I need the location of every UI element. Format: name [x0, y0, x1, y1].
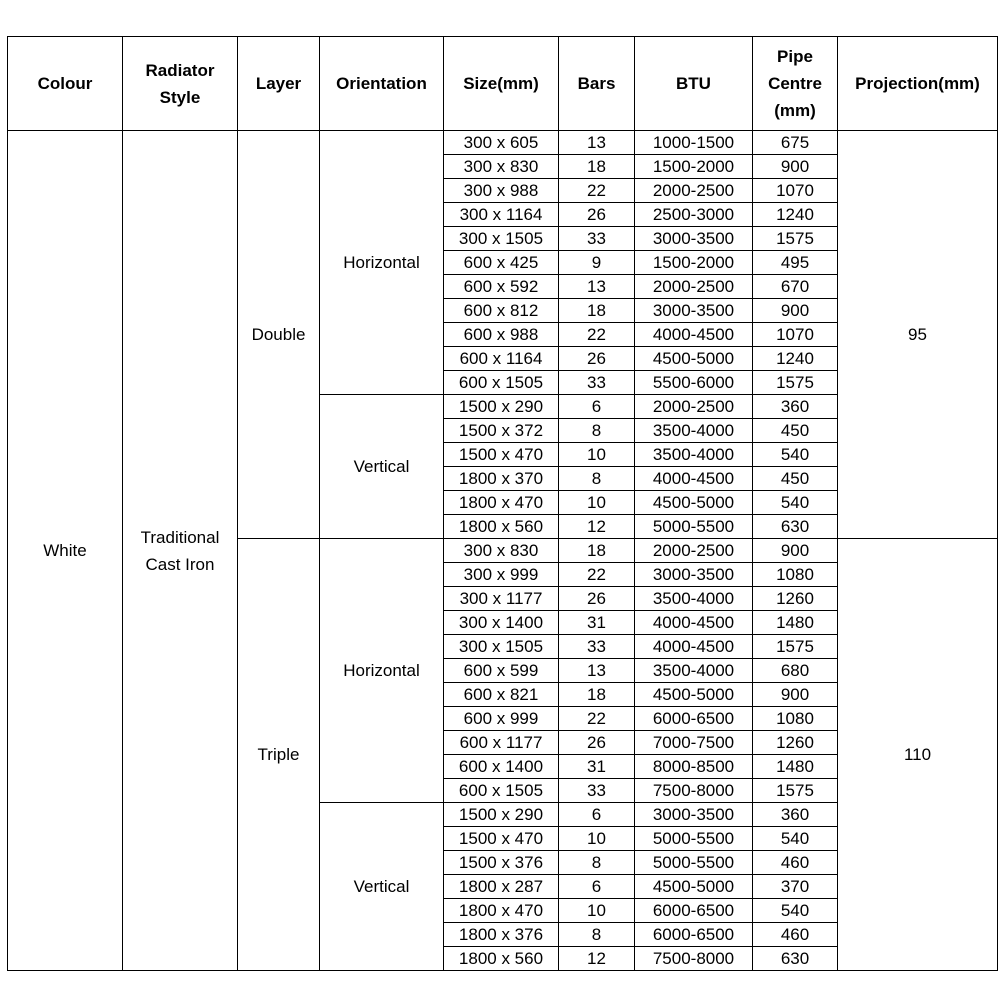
bars-cell: 12: [559, 515, 635, 539]
size-cell: 300 x 988: [444, 179, 559, 203]
bars-cell: 8: [559, 467, 635, 491]
pipe-centre-cell: 900: [753, 155, 838, 179]
bars-cell: 31: [559, 755, 635, 779]
projection-cell: 110: [838, 539, 998, 971]
btu-cell: 1000-1500: [635, 131, 753, 155]
pipe-centre-cell: 1260: [753, 587, 838, 611]
size-cell: 1500 x 372: [444, 419, 559, 443]
header-radiator-style-text: Radiator Style: [145, 60, 215, 107]
pipe-centre-cell: 1080: [753, 563, 838, 587]
btu-cell: 3500-4000: [635, 419, 753, 443]
size-cell: 1500 x 470: [444, 827, 559, 851]
size-cell: 600 x 1400: [444, 755, 559, 779]
header-size: Size(mm): [444, 37, 559, 131]
orientation-cell: Vertical: [320, 395, 444, 539]
pipe-centre-cell: 460: [753, 923, 838, 947]
pipe-centre-cell: 900: [753, 299, 838, 323]
bars-cell: 10: [559, 491, 635, 515]
size-cell: 600 x 999: [444, 707, 559, 731]
size-cell: 1800 x 470: [444, 491, 559, 515]
pipe-centre-cell: 1240: [753, 203, 838, 227]
btu-cell: 7000-7500: [635, 731, 753, 755]
header-btu: BTU: [635, 37, 753, 131]
bars-cell: 18: [559, 299, 635, 323]
bars-cell: 26: [559, 203, 635, 227]
size-cell: 600 x 425: [444, 251, 559, 275]
size-cell: 600 x 1164: [444, 347, 559, 371]
size-cell: 300 x 830: [444, 155, 559, 179]
bars-cell: 12: [559, 947, 635, 971]
bars-cell: 33: [559, 227, 635, 251]
pipe-centre-cell: 540: [753, 827, 838, 851]
pipe-centre-cell: 450: [753, 419, 838, 443]
size-cell: 600 x 1505: [444, 779, 559, 803]
radiator-style-text: Traditional Cast Iron: [140, 527, 220, 574]
size-cell: 300 x 1164: [444, 203, 559, 227]
bars-cell: 6: [559, 875, 635, 899]
bars-cell: 13: [559, 659, 635, 683]
header-pipe-centre-text: Pipe Centre (mm): [768, 47, 822, 120]
btu-cell: 5000-5500: [635, 827, 753, 851]
size-cell: 300 x 830: [444, 539, 559, 563]
pipe-centre-cell: 630: [753, 515, 838, 539]
size-cell: 1500 x 290: [444, 395, 559, 419]
orientation-cell: Horizontal: [320, 131, 444, 395]
pipe-centre-cell: 680: [753, 659, 838, 683]
pipe-centre-cell: 1575: [753, 227, 838, 251]
btu-cell: 4000-4500: [635, 467, 753, 491]
bars-cell: 18: [559, 539, 635, 563]
bars-cell: 8: [559, 851, 635, 875]
pipe-centre-cell: 1575: [753, 779, 838, 803]
btu-cell: 1500-2000: [635, 155, 753, 179]
size-cell: 600 x 1505: [444, 371, 559, 395]
btu-cell: 6000-6500: [635, 707, 753, 731]
size-cell: 600 x 812: [444, 299, 559, 323]
bars-cell: 22: [559, 563, 635, 587]
pipe-centre-cell: 540: [753, 491, 838, 515]
size-cell: 600 x 821: [444, 683, 559, 707]
bars-cell: 8: [559, 419, 635, 443]
size-cell: 300 x 1505: [444, 227, 559, 251]
bars-cell: 8: [559, 923, 635, 947]
bars-cell: 18: [559, 683, 635, 707]
btu-cell: 3500-4000: [635, 659, 753, 683]
pipe-centre-cell: 360: [753, 803, 838, 827]
pipe-centre-cell: 1575: [753, 371, 838, 395]
bars-cell: 6: [559, 803, 635, 827]
size-cell: 1800 x 370: [444, 467, 559, 491]
layer-cell: Double: [238, 131, 320, 539]
header-layer: Layer: [238, 37, 320, 131]
header-projection: Projection(mm): [838, 37, 998, 131]
btu-cell: 4000-4500: [635, 635, 753, 659]
radiator-spec-table: [7, 36, 998, 971]
header-colour: Colour: [8, 37, 123, 131]
header-radiator-style: [123, 37, 238, 131]
pipe-centre-cell: 1480: [753, 611, 838, 635]
pipe-centre-cell: 460: [753, 851, 838, 875]
bars-cell: 26: [559, 347, 635, 371]
projection-cell: 95: [838, 131, 998, 539]
pipe-centre-cell: 900: [753, 683, 838, 707]
bars-cell: 10: [559, 899, 635, 923]
btu-cell: 3000-3500: [635, 563, 753, 587]
bars-cell: 9: [559, 251, 635, 275]
btu-cell: 2000-2500: [635, 539, 753, 563]
bars-cell: 10: [559, 443, 635, 467]
colour-cell: White: [8, 131, 123, 971]
bars-cell: 18: [559, 155, 635, 179]
btu-cell: 3000-3500: [635, 803, 753, 827]
pipe-centre-cell: 1080: [753, 707, 838, 731]
pipe-centre-cell: 1070: [753, 179, 838, 203]
btu-cell: 4500-5000: [635, 491, 753, 515]
btu-cell: 8000-8500: [635, 755, 753, 779]
size-cell: 1800 x 560: [444, 947, 559, 971]
size-cell: 1500 x 376: [444, 851, 559, 875]
btu-cell: 2000-2500: [635, 275, 753, 299]
btu-cell: 3500-4000: [635, 443, 753, 467]
btu-cell: 3500-4000: [635, 587, 753, 611]
pipe-centre-cell: 900: [753, 539, 838, 563]
btu-cell: 6000-6500: [635, 899, 753, 923]
pipe-centre-cell: 495: [753, 251, 838, 275]
btu-cell: 2000-2500: [635, 179, 753, 203]
pipe-centre-cell: 675: [753, 131, 838, 155]
orientation-cell: Vertical: [320, 803, 444, 971]
size-cell: 300 x 1400: [444, 611, 559, 635]
btu-cell: 2500-3000: [635, 203, 753, 227]
btu-cell: 5000-5500: [635, 515, 753, 539]
btu-cell: 4000-4500: [635, 323, 753, 347]
pipe-centre-cell: 450: [753, 467, 838, 491]
header-bars: Bars: [559, 37, 635, 131]
btu-cell: 3000-3500: [635, 299, 753, 323]
bars-cell: 26: [559, 587, 635, 611]
orientation-cell: Horizontal: [320, 539, 444, 803]
size-cell: 300 x 605: [444, 131, 559, 155]
size-cell: 600 x 1177: [444, 731, 559, 755]
bars-cell: 26: [559, 731, 635, 755]
btu-cell: 7500-8000: [635, 779, 753, 803]
bars-cell: 10: [559, 827, 635, 851]
pipe-centre-cell: 630: [753, 947, 838, 971]
bars-cell: 33: [559, 371, 635, 395]
size-cell: 1800 x 470: [444, 899, 559, 923]
btu-cell: 4500-5000: [635, 347, 753, 371]
size-cell: 300 x 1177: [444, 587, 559, 611]
size-cell: 600 x 592: [444, 275, 559, 299]
btu-cell: 2000-2500: [635, 395, 753, 419]
pipe-centre-cell: 1480: [753, 755, 838, 779]
bars-cell: 33: [559, 635, 635, 659]
bars-cell: 6: [559, 395, 635, 419]
pipe-centre-cell: 1575: [753, 635, 838, 659]
size-cell: 300 x 999: [444, 563, 559, 587]
btu-cell: 3000-3500: [635, 227, 753, 251]
table-body: [8, 131, 998, 971]
btu-cell: 7500-8000: [635, 947, 753, 971]
pipe-centre-cell: 1260: [753, 731, 838, 755]
pipe-centre-cell: 540: [753, 899, 838, 923]
header-pipe-centre: [753, 37, 838, 131]
size-cell: 1800 x 560: [444, 515, 559, 539]
size-cell: 300 x 1505: [444, 635, 559, 659]
btu-cell: 4000-4500: [635, 611, 753, 635]
btu-cell: 4500-5000: [635, 683, 753, 707]
pipe-centre-cell: 670: [753, 275, 838, 299]
header-orientation: Orientation: [320, 37, 444, 131]
size-cell: 600 x 599: [444, 659, 559, 683]
radiator-style-cell: [123, 131, 238, 971]
bars-cell: 22: [559, 707, 635, 731]
size-cell: 600 x 988: [444, 323, 559, 347]
bars-cell: 31: [559, 611, 635, 635]
bars-cell: 13: [559, 131, 635, 155]
bars-cell: 22: [559, 323, 635, 347]
bars-cell: 22: [559, 179, 635, 203]
header-row: [8, 37, 998, 131]
size-cell: 1500 x 290: [444, 803, 559, 827]
btu-cell: 5500-6000: [635, 371, 753, 395]
btu-cell: 4500-5000: [635, 875, 753, 899]
bars-cell: 13: [559, 275, 635, 299]
size-cell: 1800 x 287: [444, 875, 559, 899]
btu-cell: 5000-5500: [635, 851, 753, 875]
size-cell: 1800 x 376: [444, 923, 559, 947]
layer-cell: Triple: [238, 539, 320, 971]
size-cell: 1500 x 470: [444, 443, 559, 467]
pipe-centre-cell: 370: [753, 875, 838, 899]
bars-cell: 33: [559, 779, 635, 803]
pipe-centre-cell: 1240: [753, 347, 838, 371]
btu-cell: 6000-6500: [635, 923, 753, 947]
table-row: [8, 131, 998, 155]
pipe-centre-cell: 540: [753, 443, 838, 467]
btu-cell: 1500-2000: [635, 251, 753, 275]
pipe-centre-cell: 1070: [753, 323, 838, 347]
pipe-centre-cell: 360: [753, 395, 838, 419]
